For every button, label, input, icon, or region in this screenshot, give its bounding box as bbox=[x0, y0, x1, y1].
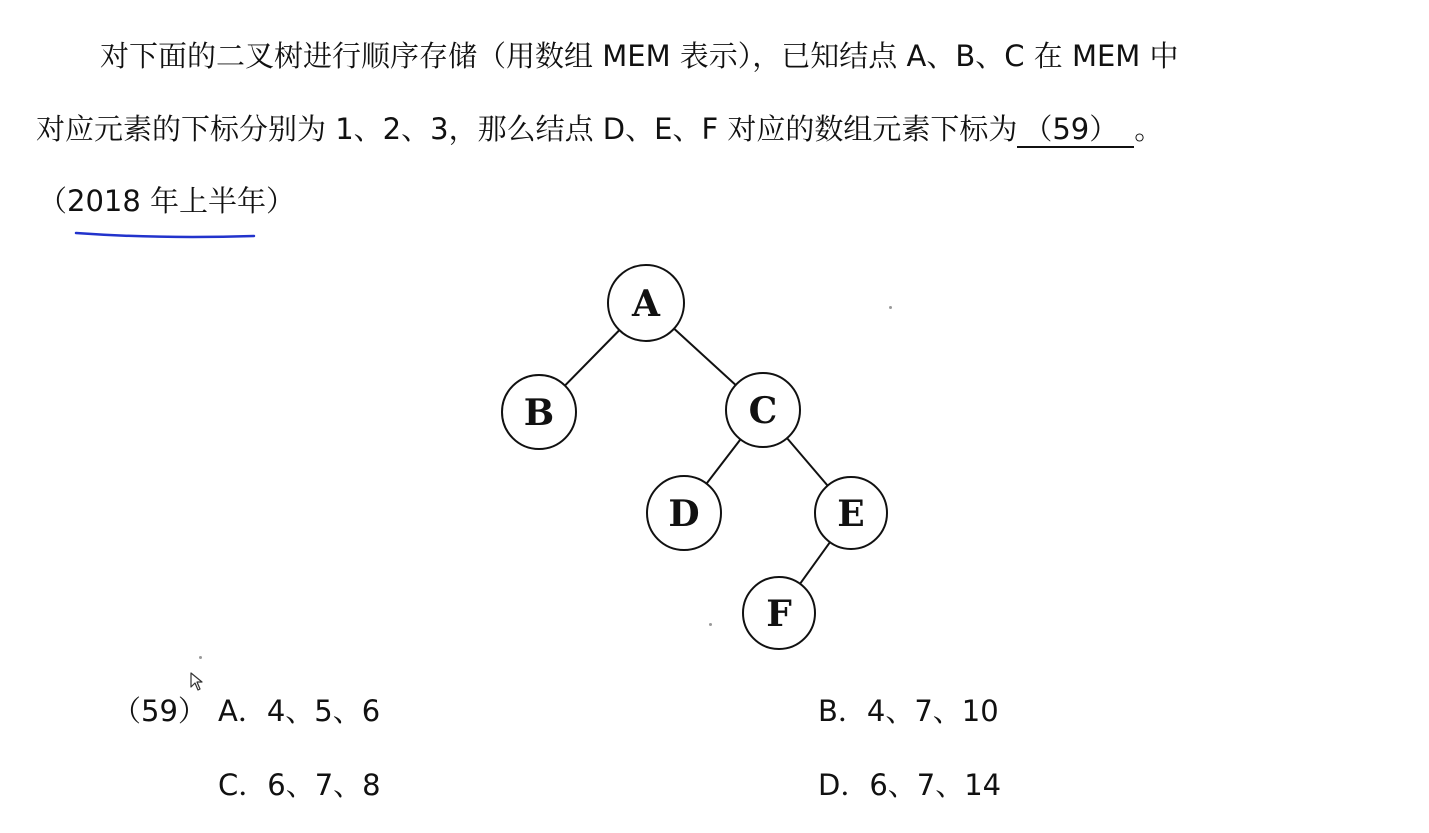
speck bbox=[199, 656, 202, 659]
tree-node-label: E bbox=[837, 493, 865, 535]
tree-node-label: B bbox=[523, 392, 555, 434]
tree-node-label: D bbox=[668, 493, 700, 535]
question-text-2: 对应元素的下标分别为 1、2、3，那么结点 D、E、F 对应的数组元素下标为 bbox=[36, 112, 1018, 146]
option-d[interactable]: D．6、7、14 bbox=[818, 768, 1002, 802]
tree-node-b bbox=[502, 375, 576, 449]
tree-node-label: F bbox=[766, 593, 792, 635]
tree-edge-c-e bbox=[787, 438, 828, 485]
tree-node-d bbox=[647, 476, 721, 550]
option-c[interactable]: C．6、7、8 bbox=[218, 768, 381, 802]
mouse-cursor-icon bbox=[190, 672, 206, 692]
tree-node-c bbox=[726, 373, 800, 447]
question-period: 。 bbox=[1134, 112, 1164, 146]
tree-node-f bbox=[743, 577, 815, 649]
tree-edge-c-d bbox=[707, 439, 741, 483]
tree-node-a bbox=[608, 265, 684, 341]
speck bbox=[709, 623, 712, 626]
tree-node-label: C bbox=[748, 390, 778, 432]
tree-edge-e-f bbox=[800, 542, 830, 584]
tree-node-e bbox=[815, 477, 887, 549]
question-text-1: 对下面的二叉树进行顺序存储（用数组 MEM 表示），已知结点 A、B、C 在 MEM 中 bbox=[100, 39, 1179, 73]
tree-edge-a-b bbox=[565, 330, 619, 385]
option-b[interactable]: B．4、7、10 bbox=[818, 694, 999, 728]
speck bbox=[889, 306, 892, 309]
year-label: （2018 年上半年） bbox=[38, 184, 296, 218]
tree-node-label: A bbox=[632, 283, 660, 325]
question-number: （59） bbox=[112, 694, 207, 728]
option-a[interactable]: A．4、5、6 bbox=[218, 694, 381, 728]
tree-edge-a-c bbox=[674, 329, 736, 385]
answer-blank: （59） bbox=[1017, 112, 1134, 148]
